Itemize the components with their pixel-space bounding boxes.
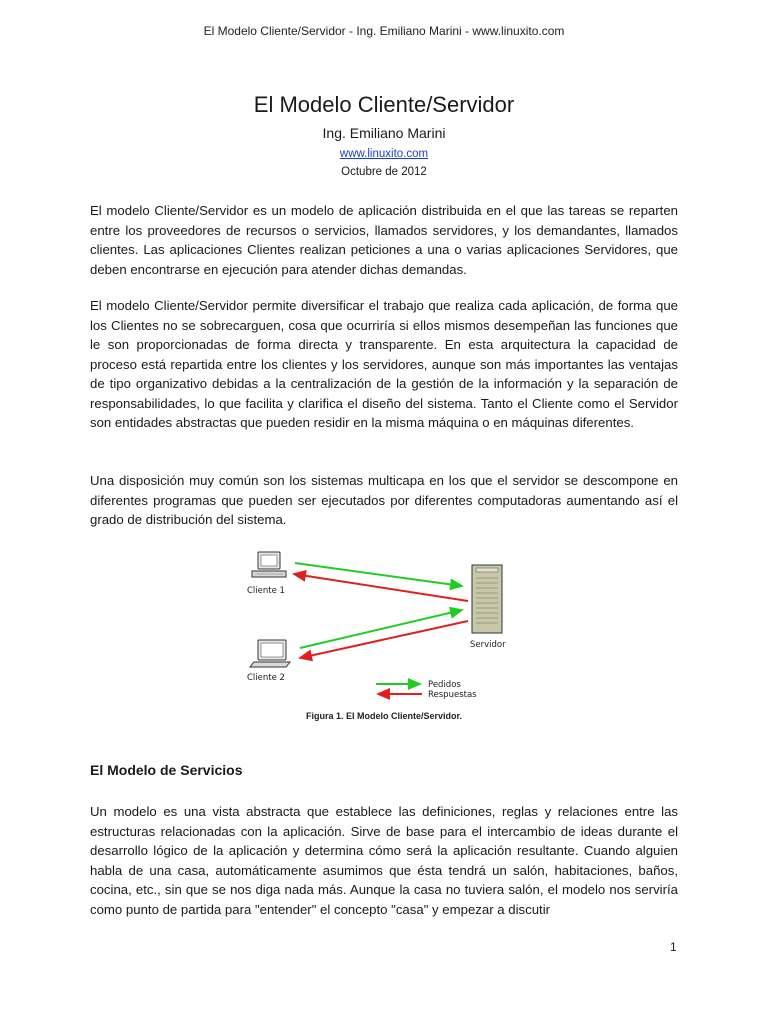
section-heading: El Modelo de Servicios xyxy=(90,762,243,778)
figure-caption: Figura 1. El Modelo Cliente/Servidor. xyxy=(305,711,463,721)
figure-legend xyxy=(376,680,477,700)
request-arrow-client-1 xyxy=(295,563,462,586)
computer-icon xyxy=(250,640,290,667)
request-arrow-client-2 xyxy=(300,610,462,648)
running-header: El Modelo Cliente/Servidor - Ing. Emiliano Marini - www.linuxito.com xyxy=(203,24,565,38)
page-number: 1 xyxy=(670,940,677,954)
author-name: Ing. Emiliano Marini xyxy=(322,125,446,141)
response-arrow-client-2 xyxy=(300,621,468,658)
document-date: Octubre de 2012 xyxy=(341,166,427,178)
website-line xyxy=(0,148,768,160)
server-tower-icon xyxy=(472,565,502,633)
client-2-label: Cliente 2 xyxy=(247,673,285,683)
paragraph-service-model: Un modelo es una vista abstracta que establece las definiciones, reglas y relaciones entre las estructuras relacionadas con la aplicación. Sirve de base para el intercambio de ideas durante el desarrollo lógico de la aplicación y determina cómo será la aplicación resultante. Cuando alguien habla de una casa, automáticamente asumimos que ésta tendrá un salón, habitaciones, baños, cocina, etc., sin que se nos diga nada más. Aunque la casa no tuviera salón, el modelo nos serviría como punto de partida para "entender" el concepto "casa" y empezar a discutir xyxy=(90,804,678,917)
legend-requests-label: Pedidos xyxy=(428,680,461,690)
client-1-label: Cliente 1 xyxy=(247,586,285,596)
document-title: El Modelo Cliente/Servidor xyxy=(253,92,515,117)
website-link[interactable]: www.linuxito.com xyxy=(339,148,429,160)
paragraph-intro: El modelo Cliente/Servidor es un modelo de aplicación distribuida en el que las tareas se reparten entre los proveedores de recursos o servicios, llamados servidores, y los demandantes, llamados clientes. Las aplicaciones Clientes realizan peticiones a una o varias aplicaciones Servidores, que deben encontrarse en ejecución para atender dichas demandas. xyxy=(90,203,678,277)
response-arrow-client-1 xyxy=(294,574,468,601)
paragraph-multilayer: Una disposición muy común son los sistemas multicapa en los que el servidor se descompone en diferentes programas que pueden ser ejecutados por diferentes computadoras aumentando así el grado de distribución del sistema. xyxy=(90,473,678,527)
legend-responses-label: Respuestas xyxy=(428,690,477,700)
paragraph-advantages: El modelo Cliente/Servidor permite diversificar el trabajo que realiza cada aplicación, de forma que los Clientes no se sobrecarguen, cosa que ocurriría si ellos mismos desempeñan las funciones que le son proporcionadas de forma directa y transparente. En esta arquitectura la capacidad de proceso está repartida entre los clientes y los servidores, aunque son más importantes las ventajas de tipo organizativo debidas a la centralización de la gestión de la información y la separación de responsabilidades, lo que facilita y clarifica el diseño del sistema. Tanto el Cliente como el Servidor son entidades abstractas que pueden residir en la misma máquina o en máquinas diferentes. xyxy=(90,298,678,430)
computer-icon xyxy=(252,552,286,577)
client-server-figure xyxy=(240,548,530,708)
server-label: Servidor xyxy=(470,640,506,650)
